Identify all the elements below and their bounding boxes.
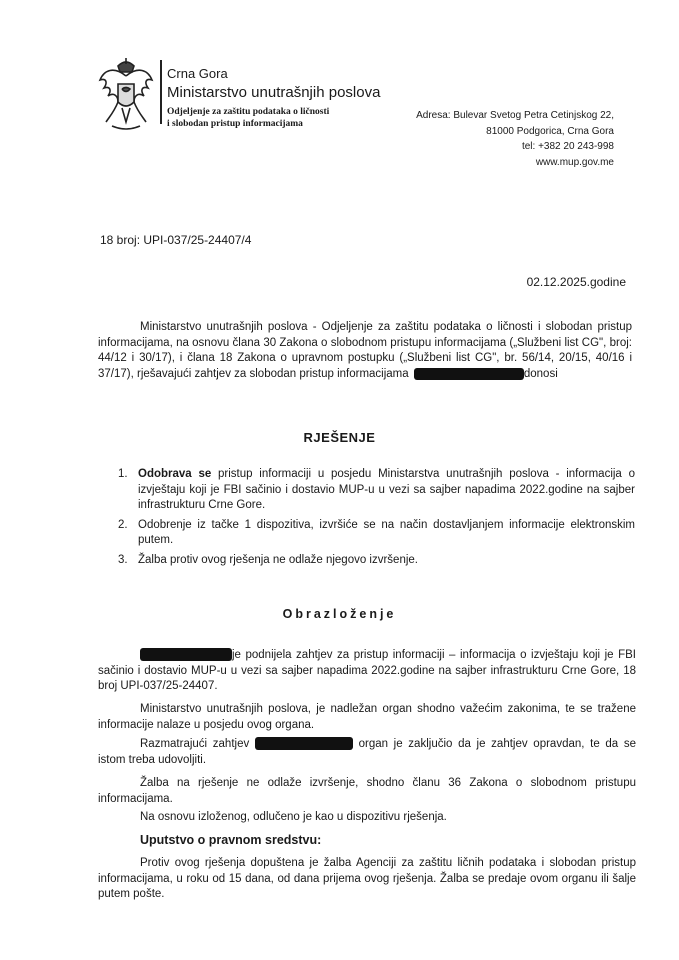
paragraph-text: organ je zaključio da je zahtjev opravdan, te da se istom treba udovoljiti. xyxy=(98,738,637,766)
reference-number: 18 broj: UPI-037/25-24407/4 xyxy=(100,233,252,247)
address-block xyxy=(416,108,614,170)
item-number: 3. xyxy=(118,553,128,566)
list-item xyxy=(110,518,635,549)
department-line-2: i slobodan pristup informacijama xyxy=(167,119,303,129)
header-divider xyxy=(160,60,162,124)
legal-remedy-title: Uputstvo o pravnom sredstvu: xyxy=(140,833,322,847)
reasoning-paragraph-5: Na osnovu izloženog, odlučeno je kao u dispozitivu rješenja. xyxy=(140,811,447,823)
paragraph-text: je podnijela zahtjev za pristup informaciji – informacija o izvještaju koji je FBI sačinio i dostavio MUP-u u vezi sa sajber napadima 2022.godine na sajber infrastrukturu Crne Gore, 18 broj UPI-037/25-24407. xyxy=(98,649,636,693)
intro-tail: donosi xyxy=(523,367,558,380)
address-line: 81000 Podgorica, Crna Gora xyxy=(486,125,614,137)
phone-line: tel: +382 20 243-998 xyxy=(521,141,614,152)
item-text: Žalba protiv ovog rješenja ne odlaže njegovo izvršenje. xyxy=(138,553,418,566)
redaction-mark xyxy=(255,737,353,750)
list-item xyxy=(110,467,635,514)
redaction-mark xyxy=(414,368,524,380)
department-line-1: Odjeljenje za zaštitu podataka o ličnosti xyxy=(167,107,330,117)
paragraph-text: Razmatrajući zahtjev xyxy=(140,738,250,750)
list-item xyxy=(110,553,635,569)
item-number: 2. xyxy=(118,518,128,531)
country-name: Crna Gora xyxy=(167,66,228,81)
document-date: 02.12.2025.godine xyxy=(526,275,626,289)
item-number: 1. xyxy=(118,468,128,480)
address-line: Adresa: Bulevar Svetog Petra Cetinjskog 22, xyxy=(416,110,614,121)
department-name xyxy=(167,106,367,130)
reasoning-paragraph-1 xyxy=(98,648,636,695)
reasoning-paragraph-3 xyxy=(98,737,636,768)
decision-title: RJEŠENJE xyxy=(303,430,376,445)
item-text: pristup informaciji u posjedu Ministarstva unutrašnjih poslova - informacija o izvještaju koji je FBI sačinio i dostavio MUP-u u vezi sa sajber napadima 2022.godine na sajber infrastrukturu Crne Gore. xyxy=(138,468,635,512)
reasoning-title: Obrazloženje xyxy=(282,607,397,621)
reasoning-paragraph-2: Ministarstvo unutrašnjih poslova, je nadležan organ shodno važećim zakonima, te se tražene informacije nalaze u posjedu ovog organa. xyxy=(98,703,636,731)
legal-remedy-text: Protiv ovog rješenja dopuštena je žalba Agenciji za zaštitu ličnih podataka i slobodan pristup informacijama, u roku od 15 dana, od dana prijema ovog rješenja. Žalba se predaje ovom organu ili šalje putem pošte. xyxy=(98,857,636,901)
item-bold: Odobrava se xyxy=(138,468,212,480)
intro-paragraph xyxy=(98,320,632,382)
item-text: Odobrenje iz tačke 1 dispozitiva, izvršiće se na način dostavljanjem informacije elektronskim putem. xyxy=(138,518,635,547)
intro-text: Ministarstvo unutrašnjih poslova - Odjeljenje za zaštitu podataka o ličnosti i slobodan pristup informacijama, na osnovu člana 30 Zakona o slobodnom pristupu informacijama („Službeni list CG", broj: 44/12 i 30/17), i člana 18 Zakona o upravnom postupku („Službeni list CG", br. 56/14, 20/15, 40/16 i 37/17), rješavajući zahtjev za slobodan pristup informacijama xyxy=(98,321,632,380)
website-line: www.mup.gov.me xyxy=(535,156,614,168)
coat-of-arms-icon xyxy=(96,56,156,132)
ministry-name: Ministarstvo unutrašnjih poslova xyxy=(167,84,381,101)
decision-list xyxy=(110,467,635,573)
redaction-mark xyxy=(140,648,232,661)
reasoning-paragraph-4: Žalba na rješenje ne odlaže izvršenje, shodno članu 36 Zakona o slobodnom pristupu informacijama. xyxy=(98,777,636,805)
